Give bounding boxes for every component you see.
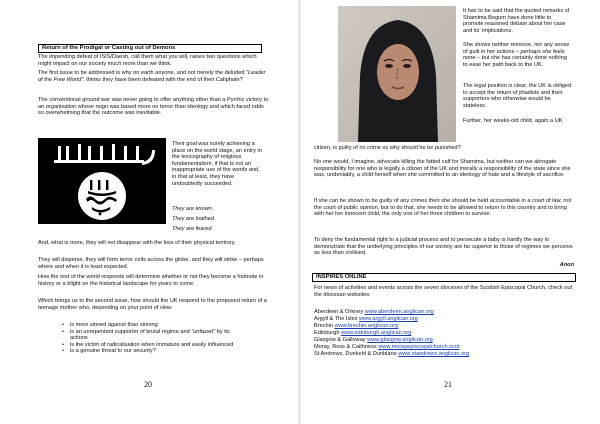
paragraph-legal-position: The legal position is clear, the UK is obliged to accept the return of jihadists and their supporters who otherwise would be stateless. [463, 83, 572, 109]
first-issue-tail: , thinks they have been defeated with the end of their Caliphate? [83, 76, 243, 83]
diocese-st-andrews: St Andrews, Dunkeld & Dunblane www.standrews.anglican.org [314, 351, 470, 357]
portrait-photo [338, 6, 456, 142]
portrait-image-icon [338, 6, 456, 142]
inspires-online-heading: INSPIRES ONLINE [312, 273, 576, 282]
diocese-aberdeen: Aberdeen & Orkney www.aberdeen.anglican.org [314, 309, 434, 315]
list-item: • is the victim of radicalisation when immature and easily influenced [38, 342, 274, 349]
diocese-glasgow: Glasgow & Galloway www.glasgow.anglican.org [314, 337, 433, 343]
diocese-link[interactable]: www.morayepiscopalchurch.scot [378, 344, 460, 350]
they-are-known: They are known. [172, 206, 214, 212]
feels-none-italic: perhaps she feels none [463, 48, 565, 62]
black-flag-image [38, 138, 166, 224]
they-are-feared: They are feared. [172, 226, 214, 232]
diocese-link[interactable]: www.argyll.anglican.org [358, 316, 418, 322]
list-item: • is an unrepentant supporter of brutal regime and "unfazed" by its actions [38, 329, 274, 342]
diocese-moray: Moray, Ross & Caithness www.morayepiscopalchurch.scot [314, 344, 460, 350]
paragraph-world-stage: Their goal was surely achieving a place on the world stage, an entry in the lexicography of religious fundamentalism, if that is not an inappropriate use of the words and, in that at least, they have undoubtedly succeeded. [172, 141, 262, 187]
author-anon: Anon [559, 262, 574, 268]
paragraph-second-issue: Which brings us to the second issue, how should the UK respond to the proposed return of a teenage mother who, depending on your point of view: [38, 298, 267, 311]
diocese-link[interactable]: www.aberdeen.anglican.org [364, 309, 434, 315]
article-heading [38, 44, 262, 53]
diocese-link[interactable]: www.glasgow.anglican.org [367, 337, 433, 343]
flag-calligraphy-icon [38, 138, 166, 224]
they-are-loathed: They are loathed. [172, 216, 216, 222]
paragraph-quoted-remarks: It has to be said that the quoted remarks of Shamima Begum have done little to promote reasoned debate about her case and its' implications. [463, 8, 570, 34]
viewpoint-list [38, 322, 274, 355]
paragraph-world-responds: How the rest of the world responds will determine whether or not they become a footnote in history or a blight on the historical landscape for years to come. [38, 274, 264, 287]
diocese-link[interactable]: www.brechin.anglican.org [334, 323, 399, 329]
paragraph-intro: The impending defeat of ISIS/Daesh, call them what you will, raises two questions which might impact on our society much more than we think. [38, 54, 257, 67]
diocese-argyll: Argyll & The Isles www.argyll.anglican.org [314, 316, 418, 322]
free-world-quote: "Leader of the Free World" [38, 70, 266, 83]
diocese-edinburgh: Edinburgh www.edinburgh.anglican.org [314, 330, 412, 336]
page-number-right: 21 [444, 380, 452, 389]
paragraph-disperse: They will disperse, they will form terror cells across the globe, and they will strike – perhaps where and when it is least expected. [38, 257, 264, 270]
paragraph-child-citizen: citizen, is guilty of no crime so why should he be punished? [314, 145, 461, 151]
paragraph-not-disappear: And, what is more, they will not disappear with the loss of their physical territory. [38, 240, 236, 246]
diocese-link[interactable]: www.edinburgh.anglican.org [341, 330, 412, 336]
paragraph-fatted-calf: No one would, I imagine, advocate killing the fatted calf for Shamima, but neither can we abrogate responsibility for one who is legally a citizen of the UK and morally a responsibility of the state since she was, undeniably, a child herself when she committed to an ideology of hate and a lifestyle of sacrifice. [314, 159, 571, 179]
paragraph-weeks-old-child: Further, her weeks-old child, again a UK [463, 118, 563, 124]
paragraph-court-of-law: If she can be shown to be guilty of any crimes then she should be held accountable in a court of law, not the court of public opinion, but to do that, she needs to be allowed to return to this country and to bring with her her innocent child, the only one of her three children to survive. [314, 198, 572, 218]
page-number-left: 20 [144, 380, 152, 389]
paragraph-ground-war: The conventional ground war was never going to offer anything other than a Pyrrhic victory to an organisation whose reign was based more on terror than ideology and which faced odds so overwhelming that the outcome was inevitable. [38, 97, 269, 117]
paragraph-judicial-process: To deny the fundamental right to a judicial process and to persecute a baby is hardly the way to demonstrate that the underlying principles of our society are far superior to those of regimes we perceive as less than civilised. [314, 237, 573, 257]
diocese-link[interactable]: www.standrews.anglican.org [398, 351, 470, 357]
first-issue-text: The first issue to be addressed is why on earth anyone, and not merely the deluded [38, 70, 247, 76]
paragraph-diocesan-intro: For news of activities and events across the seven dioceses of the Scottish Episcopal Church, check out the diocesan websites: [314, 285, 573, 298]
diocese-brechin: Brechin www.brechin.anglican.org [314, 323, 399, 329]
list-item: • is more sinned against than sinning [38, 322, 274, 329]
paragraph-no-remorse: She shows neither remorse, nor any sense of guilt in her actions – perhaps she feels none – but she has certainly done nothing to ease her path back to the UK. [463, 42, 570, 68]
list-item: • is a genuine threat to our security? [38, 348, 274, 355]
paragraph-first-issue [38, 70, 270, 83]
article-heading-text: Return of the Prodigal or Casting out of Demons [42, 45, 176, 51]
